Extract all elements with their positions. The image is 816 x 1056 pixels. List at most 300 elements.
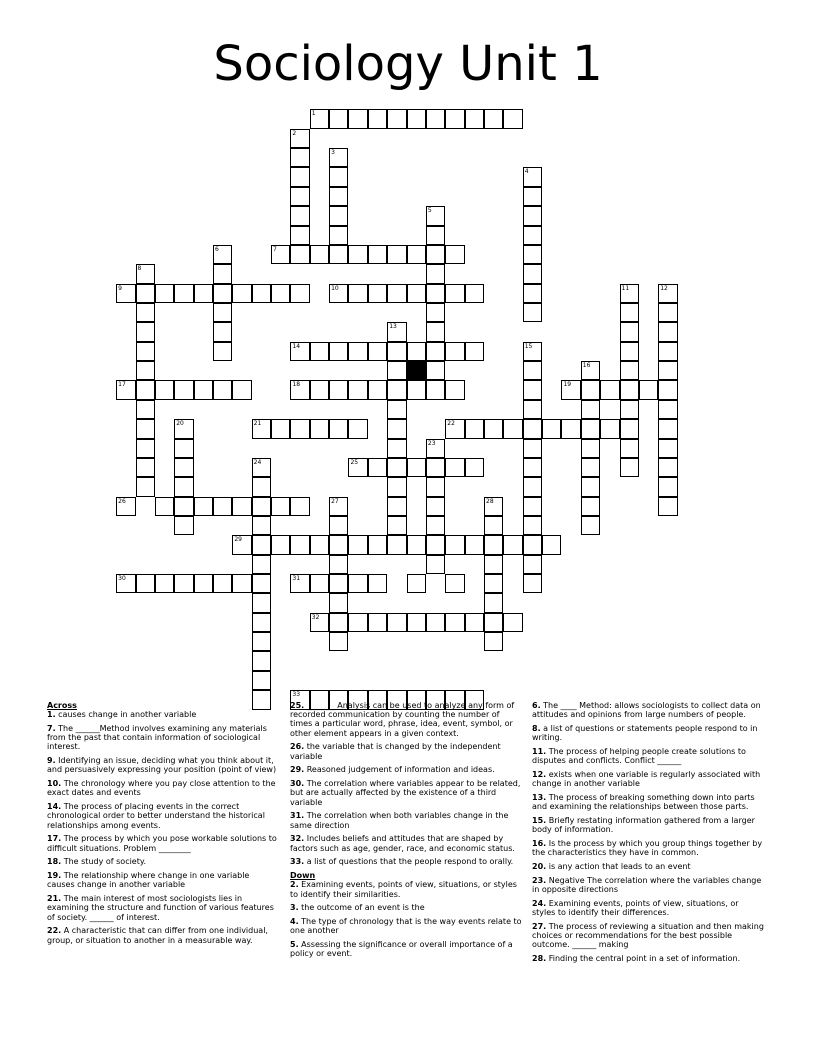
grid-cell[interactable] [116, 284, 135, 303]
grid-cell[interactable] [465, 458, 484, 477]
grid-cell[interactable] [329, 284, 348, 303]
grid-cell[interactable] [252, 477, 271, 496]
grid-cell[interactable] [136, 400, 155, 419]
grid-cell[interactable] [484, 535, 503, 554]
clue-down-11: 11. The process of helping people create solutions to disputes and conflicts. Conflict ______ [532, 747, 746, 766]
grid-cell[interactable] [484, 555, 503, 574]
grid-cell[interactable] [484, 497, 503, 516]
grid-cell[interactable] [194, 284, 213, 303]
grid-cell[interactable] [387, 245, 406, 264]
grid-cell[interactable] [290, 206, 309, 225]
grid-cell[interactable] [290, 129, 309, 148]
grid-cell[interactable] [348, 109, 367, 128]
grid-cell[interactable] [194, 574, 213, 593]
grid-cell[interactable] [329, 187, 348, 206]
grid-cell[interactable] [426, 226, 445, 245]
grid-cell[interactable] [290, 284, 309, 303]
grid-cell[interactable] [348, 380, 367, 399]
grid-cell[interactable] [136, 264, 155, 283]
grid-cell[interactable] [232, 380, 251, 399]
grid-cell[interactable] [426, 284, 445, 303]
grid-cell[interactable] [136, 477, 155, 496]
grid-cell[interactable] [290, 497, 309, 516]
grid-cell[interactable] [387, 322, 406, 341]
clue-down-27: 27. The process of reviewing a situation and then making choices or recommendations for the best possible outcome. ______ making [532, 921, 764, 950]
grid-cell[interactable] [310, 613, 329, 632]
grid-cell[interactable] [523, 380, 542, 399]
grid-cell[interactable] [658, 342, 677, 361]
grid-cell[interactable] [387, 361, 406, 380]
grid-cell[interactable] [465, 109, 484, 128]
grid-cell[interactable] [523, 516, 542, 535]
grid-cell[interactable] [174, 458, 193, 477]
grid-cell[interactable] [581, 477, 600, 496]
grid-cell[interactable] [426, 497, 445, 516]
grid-cell[interactable] [581, 439, 600, 458]
grid-cell[interactable] [252, 671, 271, 690]
grid-cell[interactable] [523, 264, 542, 283]
grid-cell[interactable] [426, 535, 445, 554]
grid-cell[interactable] [426, 477, 445, 496]
grid-cell[interactable] [368, 109, 387, 128]
grid-cell[interactable] [232, 574, 251, 593]
grid-cell[interactable] [252, 516, 271, 535]
grid-cell[interactable] [407, 613, 426, 632]
grid-cell[interactable] [426, 613, 445, 632]
grid-cell[interactable] [426, 361, 445, 380]
grid-cell[interactable] [329, 516, 348, 535]
grid-cell[interactable] [503, 419, 522, 438]
grid-cell[interactable] [426, 516, 445, 535]
clue-number: 2 [292, 129, 297, 137]
grid-cell[interactable] [252, 458, 271, 477]
grid-cell[interactable] [465, 535, 484, 554]
grid-cell[interactable] [581, 419, 600, 438]
grid-cell[interactable] [484, 613, 503, 632]
grid-cell[interactable] [620, 419, 639, 438]
grid-cell[interactable] [561, 419, 580, 438]
grid-cell[interactable] [329, 109, 348, 128]
clue-down-4: 4. The type of chronology that is the way events relate to one another [290, 917, 522, 936]
grid-cell[interactable] [329, 574, 348, 593]
grid-cell[interactable] [407, 380, 426, 399]
grid-cell[interactable] [252, 613, 271, 632]
grid-cell[interactable] [310, 574, 329, 593]
grid-cell[interactable] [368, 380, 387, 399]
grid-cell[interactable] [136, 322, 155, 341]
grid-cell[interactable] [503, 535, 522, 554]
grid-cell[interactable] [329, 245, 348, 264]
grid-cell[interactable] [581, 458, 600, 477]
grid-cell[interactable] [445, 245, 464, 264]
grid-cell[interactable] [658, 400, 677, 419]
grid-cell[interactable] [290, 535, 309, 554]
grid-cell[interactable] [639, 380, 658, 399]
grid-cell[interactable] [484, 516, 503, 535]
grid-cell[interactable] [310, 535, 329, 554]
grid-cell[interactable] [387, 516, 406, 535]
grid-cell[interactable] [174, 419, 193, 438]
grid-cell[interactable] [445, 342, 464, 361]
grid-cell[interactable] [310, 245, 329, 264]
clue-number: 23 [427, 439, 436, 447]
clue-down-3: 3. the outcome of an event is the [290, 903, 425, 913]
grid-cell[interactable] [658, 439, 677, 458]
grid-cell[interactable] [329, 555, 348, 574]
clue-number: 1 [311, 110, 316, 118]
grid-cell[interactable] [348, 245, 367, 264]
grid-cell[interactable] [252, 284, 271, 303]
grid-cell[interactable] [174, 380, 193, 399]
grid-cell[interactable] [407, 245, 426, 264]
grid-cell[interactable] [465, 613, 484, 632]
grid-cell[interactable] [213, 497, 232, 516]
clue-down-13: 13. The process of breaking something down into parts and examining the relationships between those parts. [532, 793, 755, 812]
grid-cell[interactable] [290, 245, 309, 264]
grid-cell[interactable] [329, 632, 348, 651]
clue-number: 10 [331, 284, 339, 292]
grid-cell[interactable] [387, 284, 406, 303]
grid-cell[interactable] [387, 497, 406, 516]
grid-cell[interactable] [271, 419, 290, 438]
grid-cell[interactable] [290, 226, 309, 245]
grid-cell[interactable] [658, 284, 677, 303]
clue-across-18: 18. The study of society. [47, 857, 147, 867]
grid-cell[interactable] [290, 167, 309, 186]
grid-cell[interactable] [116, 574, 135, 593]
clue-number: 6 [214, 245, 219, 253]
clue-across-10: 10. The chronology where you pay close attention to the exact dates and events [47, 779, 276, 798]
clue-number: 17 [118, 381, 126, 389]
grid-cell[interactable] [426, 303, 445, 322]
grid-cell[interactable] [523, 284, 542, 303]
grid-cell[interactable] [136, 458, 155, 477]
grid-cell[interactable] [387, 380, 406, 399]
grid-cell[interactable] [116, 380, 135, 399]
clue-number: 27 [331, 497, 339, 505]
grid-cell[interactable] [484, 632, 503, 651]
clue-number: 24 [253, 458, 262, 466]
grid-cell[interactable] [310, 109, 329, 128]
black-cell [407, 361, 426, 380]
grid-cell[interactable] [620, 380, 639, 399]
grid-cell[interactable] [620, 342, 639, 361]
grid-cell[interactable] [329, 226, 348, 245]
grid-cell[interactable] [523, 303, 542, 322]
grid-cell[interactable] [523, 477, 542, 496]
grid-cell[interactable] [407, 342, 426, 361]
grid-cell[interactable] [387, 342, 406, 361]
grid-cell[interactable] [426, 206, 445, 225]
grid-cell[interactable] [426, 439, 445, 458]
grid-cell[interactable] [252, 555, 271, 574]
grid-cell[interactable] [407, 458, 426, 477]
grid-cell[interactable] [523, 187, 542, 206]
grid-cell[interactable] [136, 574, 155, 593]
grid-cell[interactable] [368, 574, 387, 593]
grid-cell[interactable] [232, 535, 251, 554]
grid-cell[interactable] [445, 535, 464, 554]
grid-cell[interactable] [271, 284, 290, 303]
grid-cell[interactable] [329, 497, 348, 516]
grid-cell[interactable] [426, 109, 445, 128]
grid-cell[interactable] [387, 458, 406, 477]
clue-number: 7 [273, 245, 277, 253]
grid-cell[interactable] [174, 497, 193, 516]
grid-cell[interactable] [174, 439, 193, 458]
grid-cell[interactable] [484, 593, 503, 612]
clue-across-22: 22. A characteristic that can differ from one individual, group, or situation to another in a measurable way. [47, 926, 268, 945]
grid-cell[interactable] [445, 284, 464, 303]
grid-cell[interactable] [387, 477, 406, 496]
grid-cell[interactable] [348, 613, 367, 632]
grid-cell[interactable] [523, 226, 542, 245]
grid-cell[interactable] [348, 458, 367, 477]
grid-cell[interactable] [523, 497, 542, 516]
grid-cell[interactable] [271, 245, 290, 264]
grid-cell[interactable] [213, 264, 232, 283]
grid-cell[interactable] [426, 555, 445, 574]
grid-cell[interactable] [542, 419, 561, 438]
clue-number: 29 [234, 536, 242, 544]
grid-cell[interactable] [387, 400, 406, 419]
grid-cell[interactable] [581, 400, 600, 419]
grid-cell[interactable] [213, 574, 232, 593]
grid-cell[interactable] [348, 535, 367, 554]
grid-cell[interactable] [213, 284, 232, 303]
grid-cell[interactable] [426, 342, 445, 361]
grid-cell[interactable] [252, 535, 271, 554]
grid-cell[interactable] [523, 439, 542, 458]
grid-cell[interactable] [136, 380, 155, 399]
grid-cell[interactable] [329, 148, 348, 167]
clue-across-21: 21. The main interest of most sociologists lies in examining the structure and function of various features of society. ______ of interest. [47, 894, 274, 922]
grid-cell[interactable] [252, 574, 271, 593]
grid-cell[interactable] [136, 303, 155, 322]
grid-cell[interactable] [155, 380, 174, 399]
puzzle-title: Sociology Unit 1 [213, 36, 603, 92]
grid-cell[interactable] [620, 458, 639, 477]
grid-cell[interactable] [290, 148, 309, 167]
grid-cell[interactable] [407, 109, 426, 128]
grid-cell[interactable] [348, 419, 367, 438]
grid-cell[interactable] [368, 342, 387, 361]
grid-cell[interactable] [407, 284, 426, 303]
grid-cell[interactable] [136, 342, 155, 361]
grid-cell[interactable] [213, 245, 232, 264]
grid-cell[interactable] [329, 613, 348, 632]
grid-cell[interactable] [290, 342, 309, 361]
grid-cell[interactable] [465, 284, 484, 303]
grid-cell[interactable] [620, 361, 639, 380]
grid-cell[interactable] [445, 458, 464, 477]
grid-cell[interactable] [387, 439, 406, 458]
grid-cell[interactable] [136, 284, 155, 303]
grid-cell[interactable] [348, 574, 367, 593]
clue-number: 25 [350, 458, 359, 466]
grid-cell[interactable] [174, 516, 193, 535]
grid-cell[interactable] [620, 439, 639, 458]
grid-cell[interactable] [426, 322, 445, 341]
grid-cell[interactable] [174, 477, 193, 496]
grid-cell[interactable] [329, 206, 348, 225]
grid-cell[interactable] [271, 535, 290, 554]
grid-cell[interactable] [523, 555, 542, 574]
grid-cell[interactable] [620, 284, 639, 303]
clues-column-2 [290, 701, 522, 963]
grid-cell[interactable] [232, 497, 251, 516]
grid-cell[interactable] [329, 419, 348, 438]
grid-cell[interactable] [620, 303, 639, 322]
grid-cell[interactable] [290, 380, 309, 399]
grid-cell[interactable] [252, 419, 271, 438]
grid-cell[interactable] [407, 535, 426, 554]
grid-cell[interactable] [387, 109, 406, 128]
grid-cell[interactable] [523, 458, 542, 477]
grid-cell[interactable] [523, 206, 542, 225]
grid-cell[interactable] [290, 574, 309, 593]
grid-cell[interactable] [329, 167, 348, 186]
grid-cell[interactable] [426, 245, 445, 264]
grid-cell[interactable] [310, 380, 329, 399]
grid-cell[interactable] [329, 380, 348, 399]
grid-cell[interactable] [658, 477, 677, 496]
grid-cell[interactable] [523, 419, 542, 438]
grid-cell[interactable] [523, 400, 542, 419]
clue-number: 13 [389, 323, 397, 331]
grid-cell[interactable] [658, 322, 677, 341]
grid-cell[interactable] [290, 419, 309, 438]
grid-cell[interactable] [252, 651, 271, 670]
grid-cell[interactable] [581, 380, 600, 399]
grid-cell[interactable] [368, 613, 387, 632]
grid-cell[interactable] [387, 535, 406, 554]
grid-cell[interactable] [581, 361, 600, 380]
grid-cell[interactable] [387, 419, 406, 438]
grid-cell[interactable] [503, 109, 522, 128]
grid-cell[interactable] [542, 535, 561, 554]
grid-cell[interactable] [658, 380, 677, 399]
grid-cell[interactable] [213, 303, 232, 322]
grid-cell[interactable] [523, 574, 542, 593]
grid-cell[interactable] [136, 361, 155, 380]
grid-cell[interactable] [329, 535, 348, 554]
grid-cell[interactable] [329, 342, 348, 361]
grid-cell[interactable] [213, 342, 232, 361]
grid-cell[interactable] [368, 284, 387, 303]
clue-number: 4 [524, 168, 529, 176]
grid-cell[interactable] [445, 419, 464, 438]
grid-cell[interactable] [465, 342, 484, 361]
clue-number: 26 [118, 497, 126, 505]
grid-cell[interactable] [600, 419, 619, 438]
clue-down-2: 2. Examining events, points of view, situations, or styles to identify their similarities. [290, 880, 517, 899]
grid-cell[interactable] [523, 245, 542, 264]
grid-cell[interactable] [368, 458, 387, 477]
clue-number: 9 [118, 284, 122, 292]
clue-number: 28 [486, 497, 494, 505]
grid-cell[interactable] [252, 632, 271, 651]
clue-number: 33 [292, 691, 301, 699]
grid-cell[interactable] [252, 593, 271, 612]
grid-cell[interactable] [658, 419, 677, 438]
grid-cell[interactable] [174, 574, 193, 593]
grid-cell[interactable] [523, 535, 542, 554]
grid-cell[interactable] [445, 613, 464, 632]
grid-cell[interactable] [348, 284, 367, 303]
grid-cell[interactable] [174, 284, 193, 303]
grid-cell[interactable] [155, 497, 174, 516]
grid-cell[interactable] [368, 535, 387, 554]
clue-number: 12 [660, 284, 668, 292]
grid-cell[interactable] [290, 187, 309, 206]
grid-cell[interactable] [581, 497, 600, 516]
grid-cell[interactable] [348, 342, 367, 361]
clue-down-12: 12. exists when one variable is regularly associated with change in another variable [532, 770, 761, 789]
clue-number: 18 [292, 381, 301, 389]
grid-cell[interactable] [620, 400, 639, 419]
grid-cell[interactable] [213, 380, 232, 399]
grid-cell[interactable] [523, 342, 542, 361]
grid-cell[interactable] [252, 497, 271, 516]
grid-cell[interactable] [310, 419, 329, 438]
grid-cell[interactable] [426, 458, 445, 477]
grid-cell[interactable] [503, 613, 522, 632]
grid-cell[interactable] [523, 361, 542, 380]
grid-cell[interactable] [445, 109, 464, 128]
clue-across-29: 29. Reasoned judgement of information and ideas. [290, 765, 495, 775]
grid-cell[interactable] [484, 419, 503, 438]
grid-cell[interactable] [484, 109, 503, 128]
grid-cell[interactable] [310, 342, 329, 361]
grid-cell[interactable] [368, 245, 387, 264]
clue-across-9: 9. Identifying an issue, deciding what you think about it, and persuasively expressing your position (point of view) [47, 756, 277, 775]
grid-cell[interactable] [155, 284, 174, 303]
clue-across-1: 1. causes change in another variable [47, 710, 197, 720]
grid-cell[interactable] [426, 264, 445, 283]
grid-cell[interactable] [600, 380, 619, 399]
grid-cell[interactable] [581, 516, 600, 535]
grid-cell[interactable] [620, 322, 639, 341]
clues-column-1 [47, 701, 279, 949]
grid-cell[interactable] [426, 380, 445, 399]
grid-cell[interactable] [387, 613, 406, 632]
grid-cell[interactable] [232, 284, 251, 303]
grid-cell[interactable] [658, 303, 677, 322]
grid-cell[interactable] [155, 574, 174, 593]
grid-cell[interactable] [523, 167, 542, 186]
grid-cell[interactable] [271, 497, 290, 516]
grid-cell[interactable] [445, 574, 464, 593]
grid-cell[interactable] [658, 361, 677, 380]
grid-cell[interactable] [445, 380, 464, 399]
clue-across-30: 30. The correlation where variables appear to be related, but are actually affected by the existence of a third variable [290, 779, 521, 807]
grid-cell[interactable] [136, 439, 155, 458]
grid-cell[interactable] [136, 419, 155, 438]
grid-cell[interactable] [561, 380, 580, 399]
grid-cell[interactable] [329, 593, 348, 612]
grid-cell[interactable] [194, 380, 213, 399]
grid-cell[interactable] [116, 497, 135, 516]
grid-cell[interactable] [484, 574, 503, 593]
clue-down-5: 5. Assessing the significance or overall importance of a policy or event. [290, 940, 513, 959]
grid-cell[interactable] [465, 419, 484, 438]
grid-cell[interactable] [658, 497, 677, 516]
grid-cell[interactable] [213, 322, 232, 341]
grid-cell[interactable] [194, 497, 213, 516]
grid-cell[interactable] [407, 574, 426, 593]
grid-cell[interactable] [658, 458, 677, 477]
